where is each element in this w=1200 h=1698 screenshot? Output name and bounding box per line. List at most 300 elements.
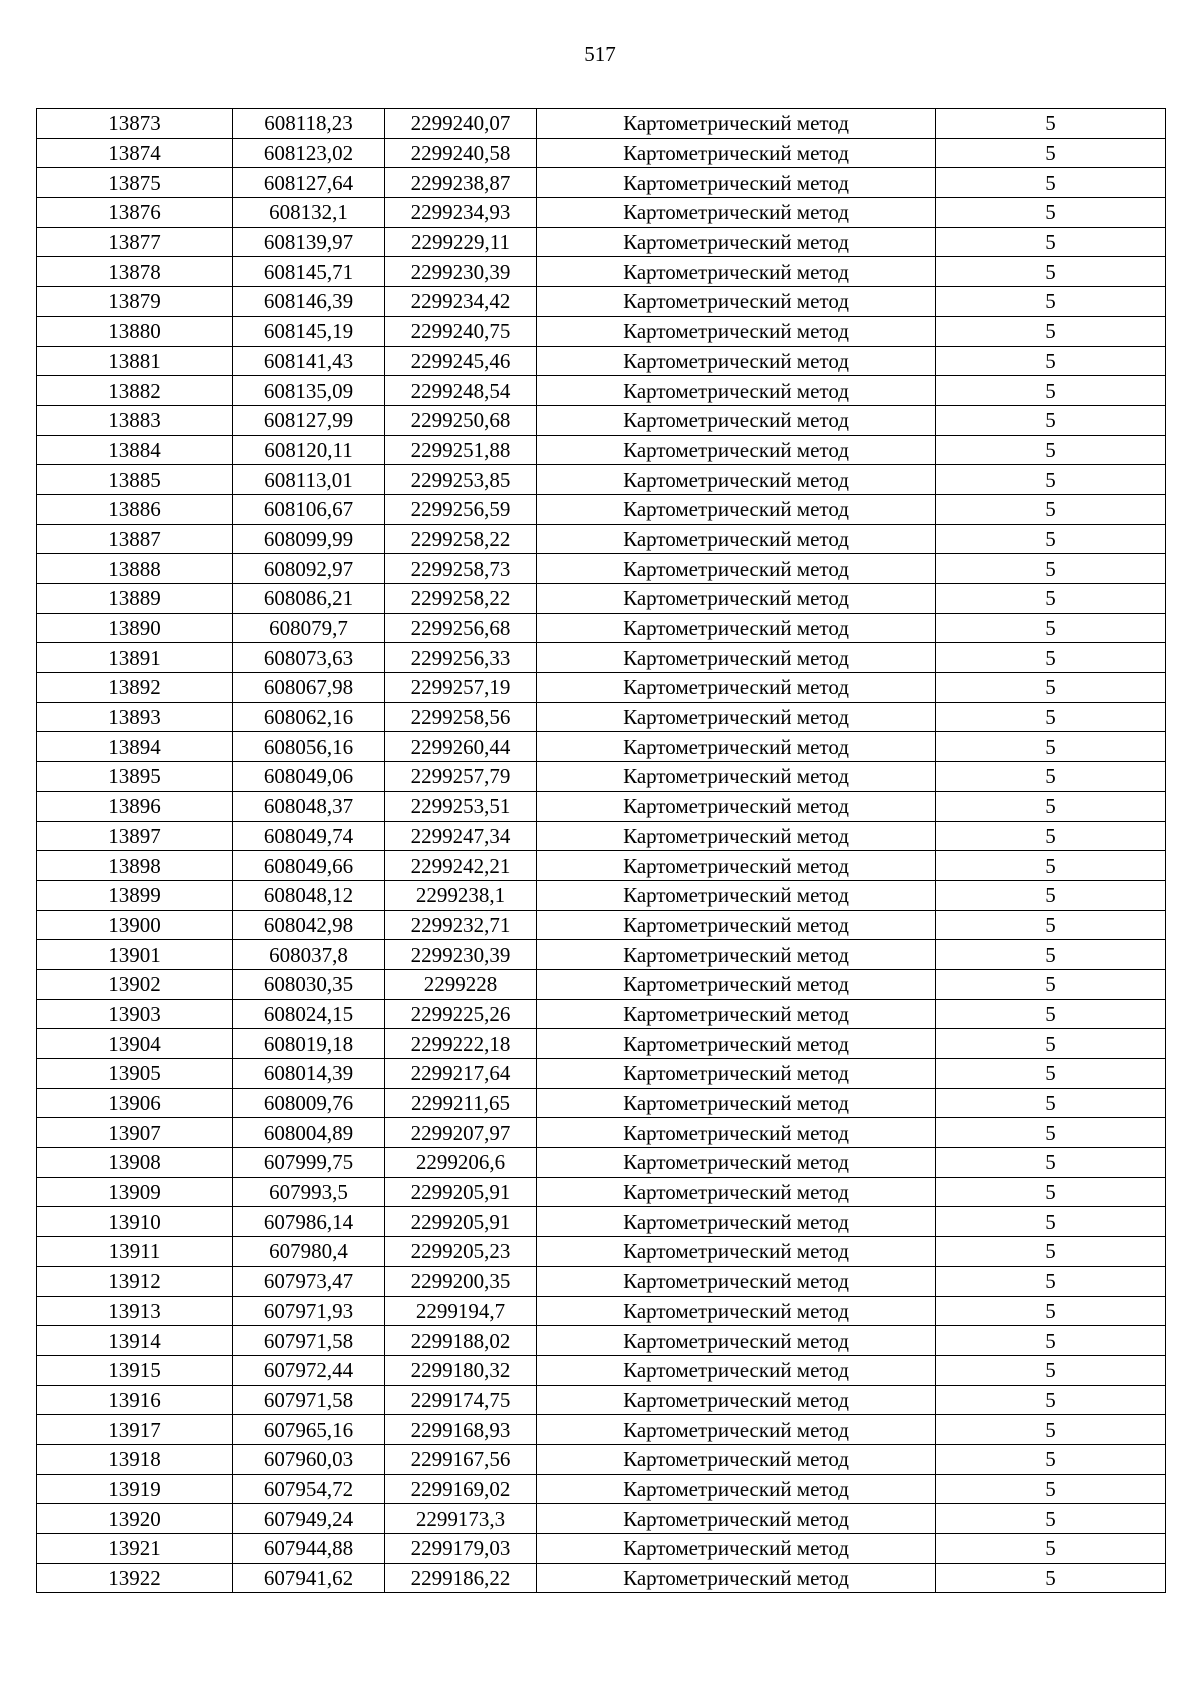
x-coordinate-cell: 607980,4 (233, 1237, 385, 1267)
method-cell: Картометрический метод (537, 287, 936, 317)
method-cell: Картометрический метод (537, 1207, 936, 1237)
x-coordinate-cell: 607972,44 (233, 1355, 385, 1385)
x-coordinate-cell: 608049,66 (233, 851, 385, 881)
point-number-cell: 13904 (37, 1029, 233, 1059)
x-coordinate-cell: 607993,5 (233, 1177, 385, 1207)
point-number-cell: 13899 (37, 880, 233, 910)
accuracy-cell: 5 (936, 851, 1166, 881)
table-row (37, 1534, 1166, 1564)
y-coordinate-cell: 2299167,56 (385, 1444, 537, 1474)
accuracy-cell: 5 (936, 910, 1166, 940)
x-coordinate-cell: 608145,19 (233, 316, 385, 346)
x-coordinate-cell: 608067,98 (233, 673, 385, 703)
method-cell: Картометрический метод (537, 109, 936, 139)
point-number-cell: 13893 (37, 702, 233, 732)
y-coordinate-cell: 2299260,44 (385, 732, 537, 762)
y-coordinate-cell: 2299228 (385, 969, 537, 999)
table-row (37, 762, 1166, 792)
table-row (37, 1326, 1166, 1356)
y-coordinate-cell: 2299257,19 (385, 673, 537, 703)
y-coordinate-cell: 2299200,35 (385, 1266, 537, 1296)
table-row (37, 999, 1166, 1029)
accuracy-cell: 5 (936, 880, 1166, 910)
point-number-cell: 13915 (37, 1355, 233, 1385)
table-row (37, 584, 1166, 614)
point-number-cell: 13874 (37, 138, 233, 168)
accuracy-cell: 5 (936, 1504, 1166, 1534)
table-row (37, 1088, 1166, 1118)
method-cell: Картометрический метод (537, 1563, 936, 1593)
method-cell: Картометрический метод (537, 376, 936, 406)
method-cell: Картометрический метод (537, 643, 936, 673)
accuracy-cell: 5 (936, 1385, 1166, 1415)
method-cell: Картометрический метод (537, 346, 936, 376)
method-cell: Картометрический метод (537, 821, 936, 851)
x-coordinate-cell: 608056,16 (233, 732, 385, 762)
method-cell: Картометрический метод (537, 524, 936, 554)
accuracy-cell: 5 (936, 1118, 1166, 1148)
method-cell: Картометрический метод (537, 969, 936, 999)
point-number-cell: 13910 (37, 1207, 233, 1237)
accuracy-cell: 5 (936, 524, 1166, 554)
point-number-cell: 13921 (37, 1534, 233, 1564)
x-coordinate-cell: 608113,01 (233, 465, 385, 495)
x-coordinate-cell: 608024,15 (233, 999, 385, 1029)
table-row (37, 1474, 1166, 1504)
x-coordinate-cell: 608073,63 (233, 643, 385, 673)
method-cell: Картометрический метод (537, 999, 936, 1029)
point-number-cell: 13873 (37, 109, 233, 139)
y-coordinate-cell: 2299253,51 (385, 791, 537, 821)
method-cell: Картометрический метод (537, 1177, 936, 1207)
accuracy-cell: 5 (936, 643, 1166, 673)
point-number-cell: 13911 (37, 1237, 233, 1267)
y-coordinate-cell: 2299168,93 (385, 1415, 537, 1445)
accuracy-cell: 5 (936, 138, 1166, 168)
y-coordinate-cell: 2299230,39 (385, 257, 537, 287)
point-number-cell: 13879 (37, 287, 233, 317)
method-cell: Картометрический метод (537, 584, 936, 614)
point-number-cell: 13898 (37, 851, 233, 881)
x-coordinate-cell: 608048,37 (233, 791, 385, 821)
point-number-cell: 13877 (37, 227, 233, 257)
table-row (37, 1207, 1166, 1237)
x-coordinate-cell: 607944,88 (233, 1534, 385, 1564)
point-number-cell: 13916 (37, 1385, 233, 1415)
table-row (37, 673, 1166, 703)
y-coordinate-cell: 2299232,71 (385, 910, 537, 940)
accuracy-cell: 5 (936, 405, 1166, 435)
table-row (37, 732, 1166, 762)
method-cell: Картометрический метод (537, 198, 936, 228)
accuracy-cell: 5 (936, 969, 1166, 999)
method-cell: Картометрический метод (537, 1118, 936, 1148)
y-coordinate-cell: 2299256,59 (385, 494, 537, 524)
method-cell: Картометрический метод (537, 791, 936, 821)
y-coordinate-cell: 2299240,07 (385, 109, 537, 139)
x-coordinate-cell: 608127,64 (233, 168, 385, 198)
table-row (37, 613, 1166, 643)
y-coordinate-cell: 2299258,56 (385, 702, 537, 732)
y-coordinate-cell: 2299238,87 (385, 168, 537, 198)
table-row (37, 257, 1166, 287)
y-coordinate-cell: 2299256,68 (385, 613, 537, 643)
y-coordinate-cell: 2299234,93 (385, 198, 537, 228)
accuracy-cell: 5 (936, 999, 1166, 1029)
table-row (37, 1563, 1166, 1593)
point-number-cell: 13903 (37, 999, 233, 1029)
point-number-cell: 13919 (37, 1474, 233, 1504)
y-coordinate-cell: 2299251,88 (385, 435, 537, 465)
point-number-cell: 13905 (37, 1059, 233, 1089)
table-row (37, 1029, 1166, 1059)
point-number-cell: 13913 (37, 1296, 233, 1326)
accuracy-cell: 5 (936, 227, 1166, 257)
x-coordinate-cell: 608106,67 (233, 494, 385, 524)
accuracy-cell: 5 (936, 1059, 1166, 1089)
x-coordinate-cell: 607971,93 (233, 1296, 385, 1326)
table-row (37, 524, 1166, 554)
point-number-cell: 13909 (37, 1177, 233, 1207)
table-row (37, 702, 1166, 732)
point-number-cell: 13881 (37, 346, 233, 376)
y-coordinate-cell: 2299253,85 (385, 465, 537, 495)
y-coordinate-cell: 2299229,11 (385, 227, 537, 257)
x-coordinate-cell: 608120,11 (233, 435, 385, 465)
method-cell: Картометрический метод (537, 1148, 936, 1178)
point-number-cell: 13897 (37, 821, 233, 851)
x-coordinate-cell: 608123,02 (233, 138, 385, 168)
method-cell: Картометрический метод (537, 1296, 936, 1326)
point-number-cell: 13914 (37, 1326, 233, 1356)
method-cell: Картометрический метод (537, 1385, 936, 1415)
method-cell: Картометрический метод (537, 494, 936, 524)
y-coordinate-cell: 2299217,64 (385, 1059, 537, 1089)
point-number-cell: 13900 (37, 910, 233, 940)
method-cell: Картометрический метод (537, 940, 936, 970)
table-row (37, 346, 1166, 376)
table-row (37, 1296, 1166, 1326)
x-coordinate-cell: 608030,35 (233, 969, 385, 999)
method-cell: Картометрический метод (537, 257, 936, 287)
point-number-cell: 13888 (37, 554, 233, 584)
x-coordinate-cell: 607965,16 (233, 1415, 385, 1445)
point-number-cell: 13894 (37, 732, 233, 762)
y-coordinate-cell: 2299245,46 (385, 346, 537, 376)
table-row (37, 880, 1166, 910)
y-coordinate-cell: 2299169,02 (385, 1474, 537, 1504)
x-coordinate-cell: 607954,72 (233, 1474, 385, 1504)
x-coordinate-cell: 608118,23 (233, 109, 385, 139)
method-cell: Картометрический метод (537, 138, 936, 168)
x-coordinate-cell: 608135,09 (233, 376, 385, 406)
y-coordinate-cell: 2299211,65 (385, 1088, 537, 1118)
accuracy-cell: 5 (936, 1415, 1166, 1445)
point-number-cell: 13875 (37, 168, 233, 198)
y-coordinate-cell: 2299238,1 (385, 880, 537, 910)
y-coordinate-cell: 2299180,32 (385, 1355, 537, 1385)
point-number-cell: 13918 (37, 1444, 233, 1474)
accuracy-cell: 5 (936, 257, 1166, 287)
method-cell: Картометрический метод (537, 435, 936, 465)
x-coordinate-cell: 608079,7 (233, 613, 385, 643)
accuracy-cell: 5 (936, 821, 1166, 851)
y-coordinate-cell: 2299257,79 (385, 762, 537, 792)
table-row (37, 791, 1166, 821)
table-row (37, 821, 1166, 851)
point-number-cell: 13889 (37, 584, 233, 614)
table-row (37, 465, 1166, 495)
x-coordinate-cell: 607949,24 (233, 1504, 385, 1534)
y-coordinate-cell: 2299194,7 (385, 1296, 537, 1326)
method-cell: Картометрический метод (537, 1237, 936, 1267)
accuracy-cell: 5 (936, 168, 1166, 198)
y-coordinate-cell: 2299240,58 (385, 138, 537, 168)
accuracy-cell: 5 (936, 287, 1166, 317)
x-coordinate-cell: 608042,98 (233, 910, 385, 940)
x-coordinate-cell: 607971,58 (233, 1326, 385, 1356)
table-row (37, 851, 1166, 881)
y-coordinate-cell: 2299230,39 (385, 940, 537, 970)
accuracy-cell: 5 (936, 762, 1166, 792)
method-cell: Картометрический метод (537, 1355, 936, 1385)
accuracy-cell: 5 (936, 1207, 1166, 1237)
accuracy-cell: 5 (936, 584, 1166, 614)
table-row (37, 1444, 1166, 1474)
y-coordinate-cell: 2299256,33 (385, 643, 537, 673)
point-number-cell: 13896 (37, 791, 233, 821)
table-row (37, 168, 1166, 198)
y-coordinate-cell: 2299225,26 (385, 999, 537, 1029)
accuracy-cell: 5 (936, 940, 1166, 970)
y-coordinate-cell: 2299174,75 (385, 1385, 537, 1415)
table-row (37, 940, 1166, 970)
method-cell: Картометрический метод (537, 1326, 936, 1356)
point-number-cell: 13912 (37, 1266, 233, 1296)
table-row (37, 1504, 1166, 1534)
y-coordinate-cell: 2299205,23 (385, 1237, 537, 1267)
point-number-cell: 13901 (37, 940, 233, 970)
point-number-cell: 13885 (37, 465, 233, 495)
x-coordinate-cell: 607960,03 (233, 1444, 385, 1474)
table-row (37, 138, 1166, 168)
table-body (37, 109, 1166, 1593)
table-row (37, 1355, 1166, 1385)
y-coordinate-cell: 2299205,91 (385, 1177, 537, 1207)
accuracy-cell: 5 (936, 109, 1166, 139)
point-number-cell: 13884 (37, 435, 233, 465)
table-row (37, 494, 1166, 524)
x-coordinate-cell: 608099,99 (233, 524, 385, 554)
accuracy-cell: 5 (936, 316, 1166, 346)
method-cell: Картометрический метод (537, 227, 936, 257)
method-cell: Картометрический метод (537, 732, 936, 762)
point-number-cell: 13906 (37, 1088, 233, 1118)
y-coordinate-cell: 2299173,3 (385, 1504, 537, 1534)
table-row (37, 1266, 1166, 1296)
accuracy-cell: 5 (936, 1266, 1166, 1296)
method-cell: Картометрический метод (537, 405, 936, 435)
table-row (37, 1385, 1166, 1415)
method-cell: Картометрический метод (537, 1415, 936, 1445)
y-coordinate-cell: 2299188,02 (385, 1326, 537, 1356)
method-cell: Картометрический метод (537, 1504, 936, 1534)
table-row (37, 435, 1166, 465)
accuracy-cell: 5 (936, 1444, 1166, 1474)
table-row (37, 1415, 1166, 1445)
point-number-cell: 13922 (37, 1563, 233, 1593)
method-cell: Картометрический метод (537, 1029, 936, 1059)
y-coordinate-cell: 2299258,73 (385, 554, 537, 584)
accuracy-cell: 5 (936, 1474, 1166, 1504)
accuracy-cell: 5 (936, 1237, 1166, 1267)
accuracy-cell: 5 (936, 1355, 1166, 1385)
method-cell: Картометрический метод (537, 613, 936, 643)
accuracy-cell: 5 (936, 554, 1166, 584)
method-cell: Картометрический метод (537, 851, 936, 881)
table-row (37, 287, 1166, 317)
method-cell: Картометрический метод (537, 880, 936, 910)
method-cell: Картометрический метод (537, 554, 936, 584)
x-coordinate-cell: 608019,18 (233, 1029, 385, 1059)
accuracy-cell: 5 (936, 494, 1166, 524)
y-coordinate-cell: 2299248,54 (385, 376, 537, 406)
point-number-cell: 13907 (37, 1118, 233, 1148)
table-row (37, 969, 1166, 999)
method-cell: Картометрический метод (537, 1534, 936, 1564)
method-cell: Картометрический метод (537, 762, 936, 792)
accuracy-cell: 5 (936, 376, 1166, 406)
x-coordinate-cell: 608132,1 (233, 198, 385, 228)
y-coordinate-cell: 2299258,22 (385, 584, 537, 614)
method-cell: Картометрический метод (537, 1059, 936, 1089)
point-number-cell: 13882 (37, 376, 233, 406)
point-number-cell: 13908 (37, 1148, 233, 1178)
accuracy-cell: 5 (936, 1029, 1166, 1059)
x-coordinate-cell: 607973,47 (233, 1266, 385, 1296)
table-row (37, 1118, 1166, 1148)
y-coordinate-cell: 2299240,75 (385, 316, 537, 346)
y-coordinate-cell: 2299234,42 (385, 287, 537, 317)
x-coordinate-cell: 607971,58 (233, 1385, 385, 1415)
accuracy-cell: 5 (936, 1534, 1166, 1564)
table-row (37, 227, 1166, 257)
method-cell: Картометрический метод (537, 465, 936, 495)
accuracy-cell: 5 (936, 702, 1166, 732)
accuracy-cell: 5 (936, 673, 1166, 703)
table-row (37, 554, 1166, 584)
table-row (37, 376, 1166, 406)
method-cell: Картометрический метод (537, 702, 936, 732)
point-number-cell: 13917 (37, 1415, 233, 1445)
accuracy-cell: 5 (936, 346, 1166, 376)
point-number-cell: 13902 (37, 969, 233, 999)
method-cell: Картометрический метод (537, 1474, 936, 1504)
x-coordinate-cell: 608145,71 (233, 257, 385, 287)
table-row (37, 1177, 1166, 1207)
accuracy-cell: 5 (936, 1088, 1166, 1118)
x-coordinate-cell: 607986,14 (233, 1207, 385, 1237)
y-coordinate-cell: 2299205,91 (385, 1207, 537, 1237)
point-number-cell: 13887 (37, 524, 233, 554)
accuracy-cell: 5 (936, 1563, 1166, 1593)
y-coordinate-cell: 2299206,6 (385, 1148, 537, 1178)
accuracy-cell: 5 (936, 1177, 1166, 1207)
y-coordinate-cell: 2299222,18 (385, 1029, 537, 1059)
accuracy-cell: 5 (936, 732, 1166, 762)
x-coordinate-cell: 608127,99 (233, 405, 385, 435)
point-number-cell: 13895 (37, 762, 233, 792)
point-number-cell: 13880 (37, 316, 233, 346)
y-coordinate-cell: 2299186,22 (385, 1563, 537, 1593)
x-coordinate-cell: 608062,16 (233, 702, 385, 732)
x-coordinate-cell: 608048,12 (233, 880, 385, 910)
accuracy-cell: 5 (936, 1148, 1166, 1178)
accuracy-cell: 5 (936, 465, 1166, 495)
table-row (37, 1148, 1166, 1178)
point-number-cell: 13920 (37, 1504, 233, 1534)
x-coordinate-cell: 608139,97 (233, 227, 385, 257)
x-coordinate-cell: 608141,43 (233, 346, 385, 376)
point-number-cell: 13878 (37, 257, 233, 287)
x-coordinate-cell: 608049,74 (233, 821, 385, 851)
method-cell: Картометрический метод (537, 910, 936, 940)
table-row (37, 643, 1166, 673)
table-row (37, 910, 1166, 940)
method-cell: Картометрический метод (537, 1266, 936, 1296)
method-cell: Картометрический метод (537, 316, 936, 346)
method-cell: Картометрический метод (537, 168, 936, 198)
x-coordinate-cell: 608092,97 (233, 554, 385, 584)
y-coordinate-cell: 2299179,03 (385, 1534, 537, 1564)
table-row (37, 1237, 1166, 1267)
table-row (37, 198, 1166, 228)
x-coordinate-cell: 608014,39 (233, 1059, 385, 1089)
accuracy-cell: 5 (936, 198, 1166, 228)
table-row (37, 316, 1166, 346)
y-coordinate-cell: 2299207,97 (385, 1118, 537, 1148)
point-number-cell: 13890 (37, 613, 233, 643)
x-coordinate-cell: 608037,8 (233, 940, 385, 970)
point-number-cell: 13892 (37, 673, 233, 703)
y-coordinate-cell: 2299250,68 (385, 405, 537, 435)
x-coordinate-cell: 608086,21 (233, 584, 385, 614)
y-coordinate-cell: 2299242,21 (385, 851, 537, 881)
x-coordinate-cell: 608049,06 (233, 762, 385, 792)
point-number-cell: 13876 (37, 198, 233, 228)
x-coordinate-cell: 608004,89 (233, 1118, 385, 1148)
accuracy-cell: 5 (936, 1296, 1166, 1326)
x-coordinate-cell: 608009,76 (233, 1088, 385, 1118)
page-number: 517 (584, 42, 616, 66)
method-cell: Картометрический метод (537, 1444, 936, 1474)
method-cell: Картометрический метод (537, 673, 936, 703)
coordinates-table (36, 108, 1166, 1593)
x-coordinate-cell: 608146,39 (233, 287, 385, 317)
accuracy-cell: 5 (936, 791, 1166, 821)
point-number-cell: 13886 (37, 494, 233, 524)
y-coordinate-cell: 2299247,34 (385, 821, 537, 851)
table-row (37, 109, 1166, 139)
point-number-cell: 13891 (37, 643, 233, 673)
accuracy-cell: 5 (936, 435, 1166, 465)
accuracy-cell: 5 (936, 1326, 1166, 1356)
method-cell: Картометрический метод (537, 1088, 936, 1118)
x-coordinate-cell: 607941,62 (233, 1563, 385, 1593)
y-coordinate-cell: 2299258,22 (385, 524, 537, 554)
accuracy-cell: 5 (936, 613, 1166, 643)
x-coordinate-cell: 607999,75 (233, 1148, 385, 1178)
